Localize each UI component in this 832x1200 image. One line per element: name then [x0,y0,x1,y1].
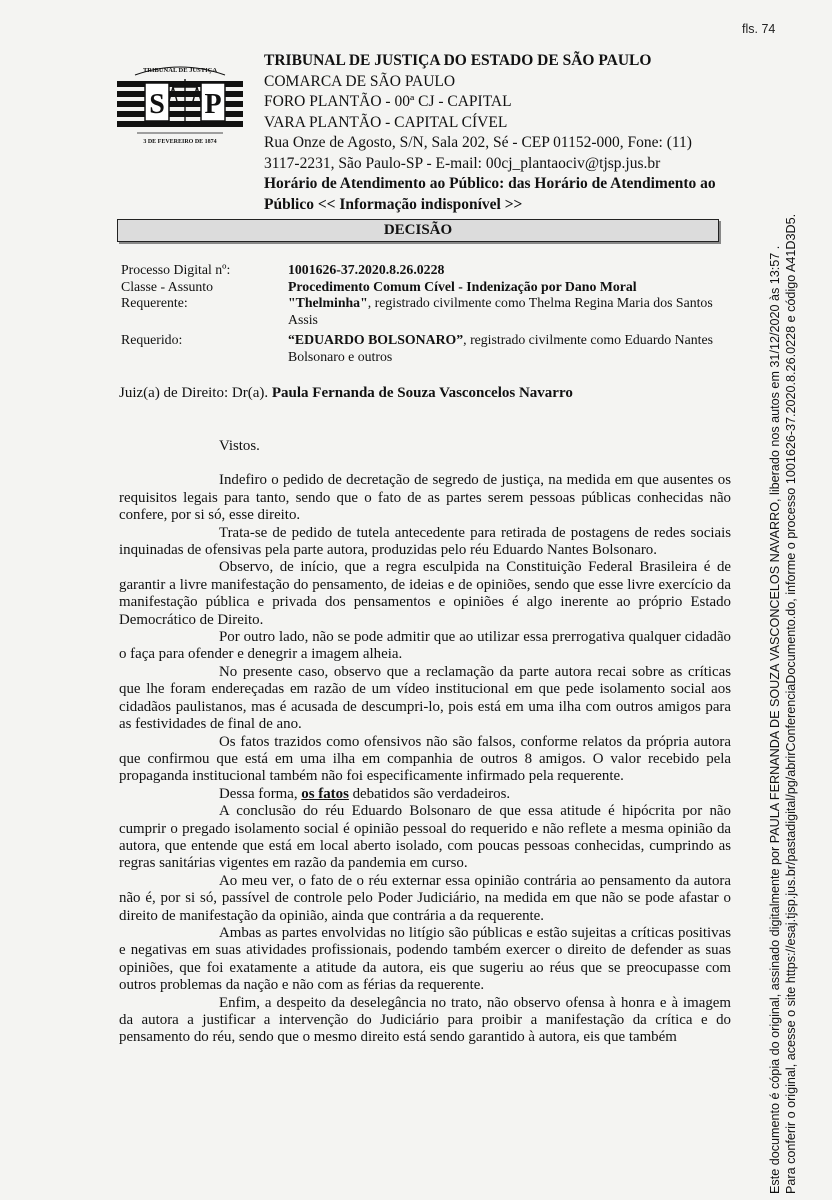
foro: FORO PLANTÃO - 00ª CJ - CAPITAL [264,93,512,110]
requerido-name: “EDUARDO BOLSONARO” [288,332,464,347]
decision-body [119,438,731,1047]
address-line-1: Rua Onze de Agosto, S/N, Sala 202, Sé - CEP 01152-000, Fone: (11) [264,134,692,151]
paragraph: Ambas as partes envolvidas no litígio são públicas e estão sujeitas a críticas positivas e negativas em suas atividades profissionais, podendo também exercer o direito de defender as suas opiniões, que foi exatamente a atitude da autora, eis que sugeriu ao réus que se preocupasse com outros problemas da nação e não com as férias da requerente. [119,924,731,994]
tjsp-logo [115,55,245,147]
judge-name: Paula Fernanda de Souza Vasconcelos Navarro [271,385,573,401]
requerido-details: , registrado civilmente como Eduardo Nantes Bolsonaro e outros [288,332,713,364]
document-title: DECISÃO [117,219,719,242]
signature-line-1: Este documento é cópia do original, assinado digitalmente por PAULA FERNANDA DE SOUZA VASCONCELOS NAVARRO, liberado nos autos em 31/12/2020 às 13:57 . [768,245,782,1194]
digital-signature-note [768,194,799,1194]
paragraph-os-fatos [119,786,731,803]
logo-top-text: TRIBUNAL DE JUSTIÇA [142,67,218,74]
requerente-row [121,295,741,328]
requerido-label: Requerido: [121,332,183,347]
classe-label: Classe - Assunto [121,278,213,294]
paragraph: Trata-se de pedido de tutela antecedente para retirada de postagens de redes sociais inquinadas de ofensivas pela parte autora, produzidas pelo réu Eduardo Nantes Bolsonaro. [119,524,731,559]
address-line-2: 3117-2231, São Paulo-SP - E-mail: 00cj_plantaociv@tjsp.jus.br [264,154,661,172]
hours-line-2: Público << Informação indisponível >> [264,195,523,213]
requerido-row [121,332,741,365]
logo-bottom-text: 3 DE FEVEREIRO DE 1874 [143,139,217,145]
vara: VARA PLANTÃO - CAPITAL CÍVEL [264,113,508,131]
judge-prefix: Juiz(a) de Direito: Dr(a). [119,385,272,401]
paragraph: Os fatos trazidos como ofensivos não são falsos, conforme relatos da própria autora que confirmou que está em uma ilha em companhia de outros 8 amigos. O valor recebido pela propaganda institucional também não foi especificamente infirmado pela requerente. [119,733,731,785]
hours-line-1: Horário de Atendimento ao Público: das Horário de Atendimento ao [264,175,716,192]
paragraph: No presente caso, observo que a reclamação da parte autora recai sobre as críticas que lhe foram endereçadas em razão de um vídeo institucional em que pede isolamento social aos cidadãos paulistanos, mas é acusada de descumpri-lo, pois está em uma ilha com outros amigos para as festividades de final de ano. [119,663,731,733]
logo-letter-p: P [204,89,222,120]
paragraph: A conclusão do réu Eduardo Bolsonaro de que essa atitude é hipócrita por não cumprir o pregado isolamento social é opinião pessoal do requerido e não reflete a mesma opinião da autora, que entende que está em local aberto isolado, com poucas pessoas conhecidas, cumprindo as regras sanitárias vigentes em razão da pandemia em curso. [119,803,731,872]
paragraph-vistos: Vistos. [219,438,260,454]
p7-pre: Dessa forma, [219,785,302,802]
comarca: COMARCA DE SÃO PAULO [264,72,456,90]
requerente-details: , registrado civilmente como Thelma Regina Maria dos Santos Assis [288,295,713,327]
processo-label: Processo Digital nº: [121,262,231,277]
processo-value: 1001626-37.2020.8.26.0228 [288,262,445,277]
paragraph: Observo, de início, que a regra esculpida na Constituição Federal Brasileira é de garantir a livre manifestação do pensamento, de ideias e de opiniões, sendo que esse livre exercício da manifestação pública e privada dos pensamentos e opiniões é algo inerente ao próprio Estado Democrático de Direito. [119,559,731,628]
logo-letter-s: S [149,89,165,120]
classe-value: Procedimento Comum Cível - Indenização por Dano Moral [288,278,637,294]
case-info [121,262,741,365]
court-header [264,51,734,215]
page-number: fls. 74 [742,22,776,36]
p7-emphasis: os fatos [301,785,349,802]
classe-row [121,279,741,296]
paragraph: Indefiro o pedido de decretação de segredo de justiça, na medida em que ausentes os requisitos legais para tanto, sendo que o fato de as partes serem pessoas públicas conhecidas não confere, por si só, esse direito. [119,472,731,524]
processo-row [121,262,741,279]
paragraph: Enfim, a despeito da deselegância no trato, não observo ofensa à honra e à imagem da autora a justificar a intervenção do Judiciário para proibir a manifestação da crítica e do pensamento do réu, sendo que o mesmo direito está sendo garantido à autora, eis que também [119,994,731,1046]
court-name: TRIBUNAL DE JUSTIÇA DO ESTADO DE SÃO PAULO [264,52,652,69]
requerente-name: "Thelminha" [288,295,368,310]
paragraph: Ao meu ver, o fato de o réu externar essa opinião contrária ao pensamento da autora não é, por si só, passível de controle pelo Poder Judiciário, na medida em que não se pode afastar o direito de manifestação da opinião, ainda que contrária a da requerente. [119,872,731,924]
signature-line-2: Para conferir o original, acesse o site https://esaj.tjsp.jus.br/pastadigital/pg/abrirConferenciaDocumento.do, informe o processo 1001626-37.2020.8.26.0228 e código A41D3D5. [783,213,798,1194]
judge-line [119,385,573,402]
requerente-label: Requerente: [121,295,188,310]
p7-post: debatidos são verdadeiros. [348,785,511,802]
paragraph: Por outro lado, não se pode admitir que ao utilizar essa prerrogativa qualquer cidadão o faça para ofender e denegrir a imagem alheia. [119,629,731,663]
